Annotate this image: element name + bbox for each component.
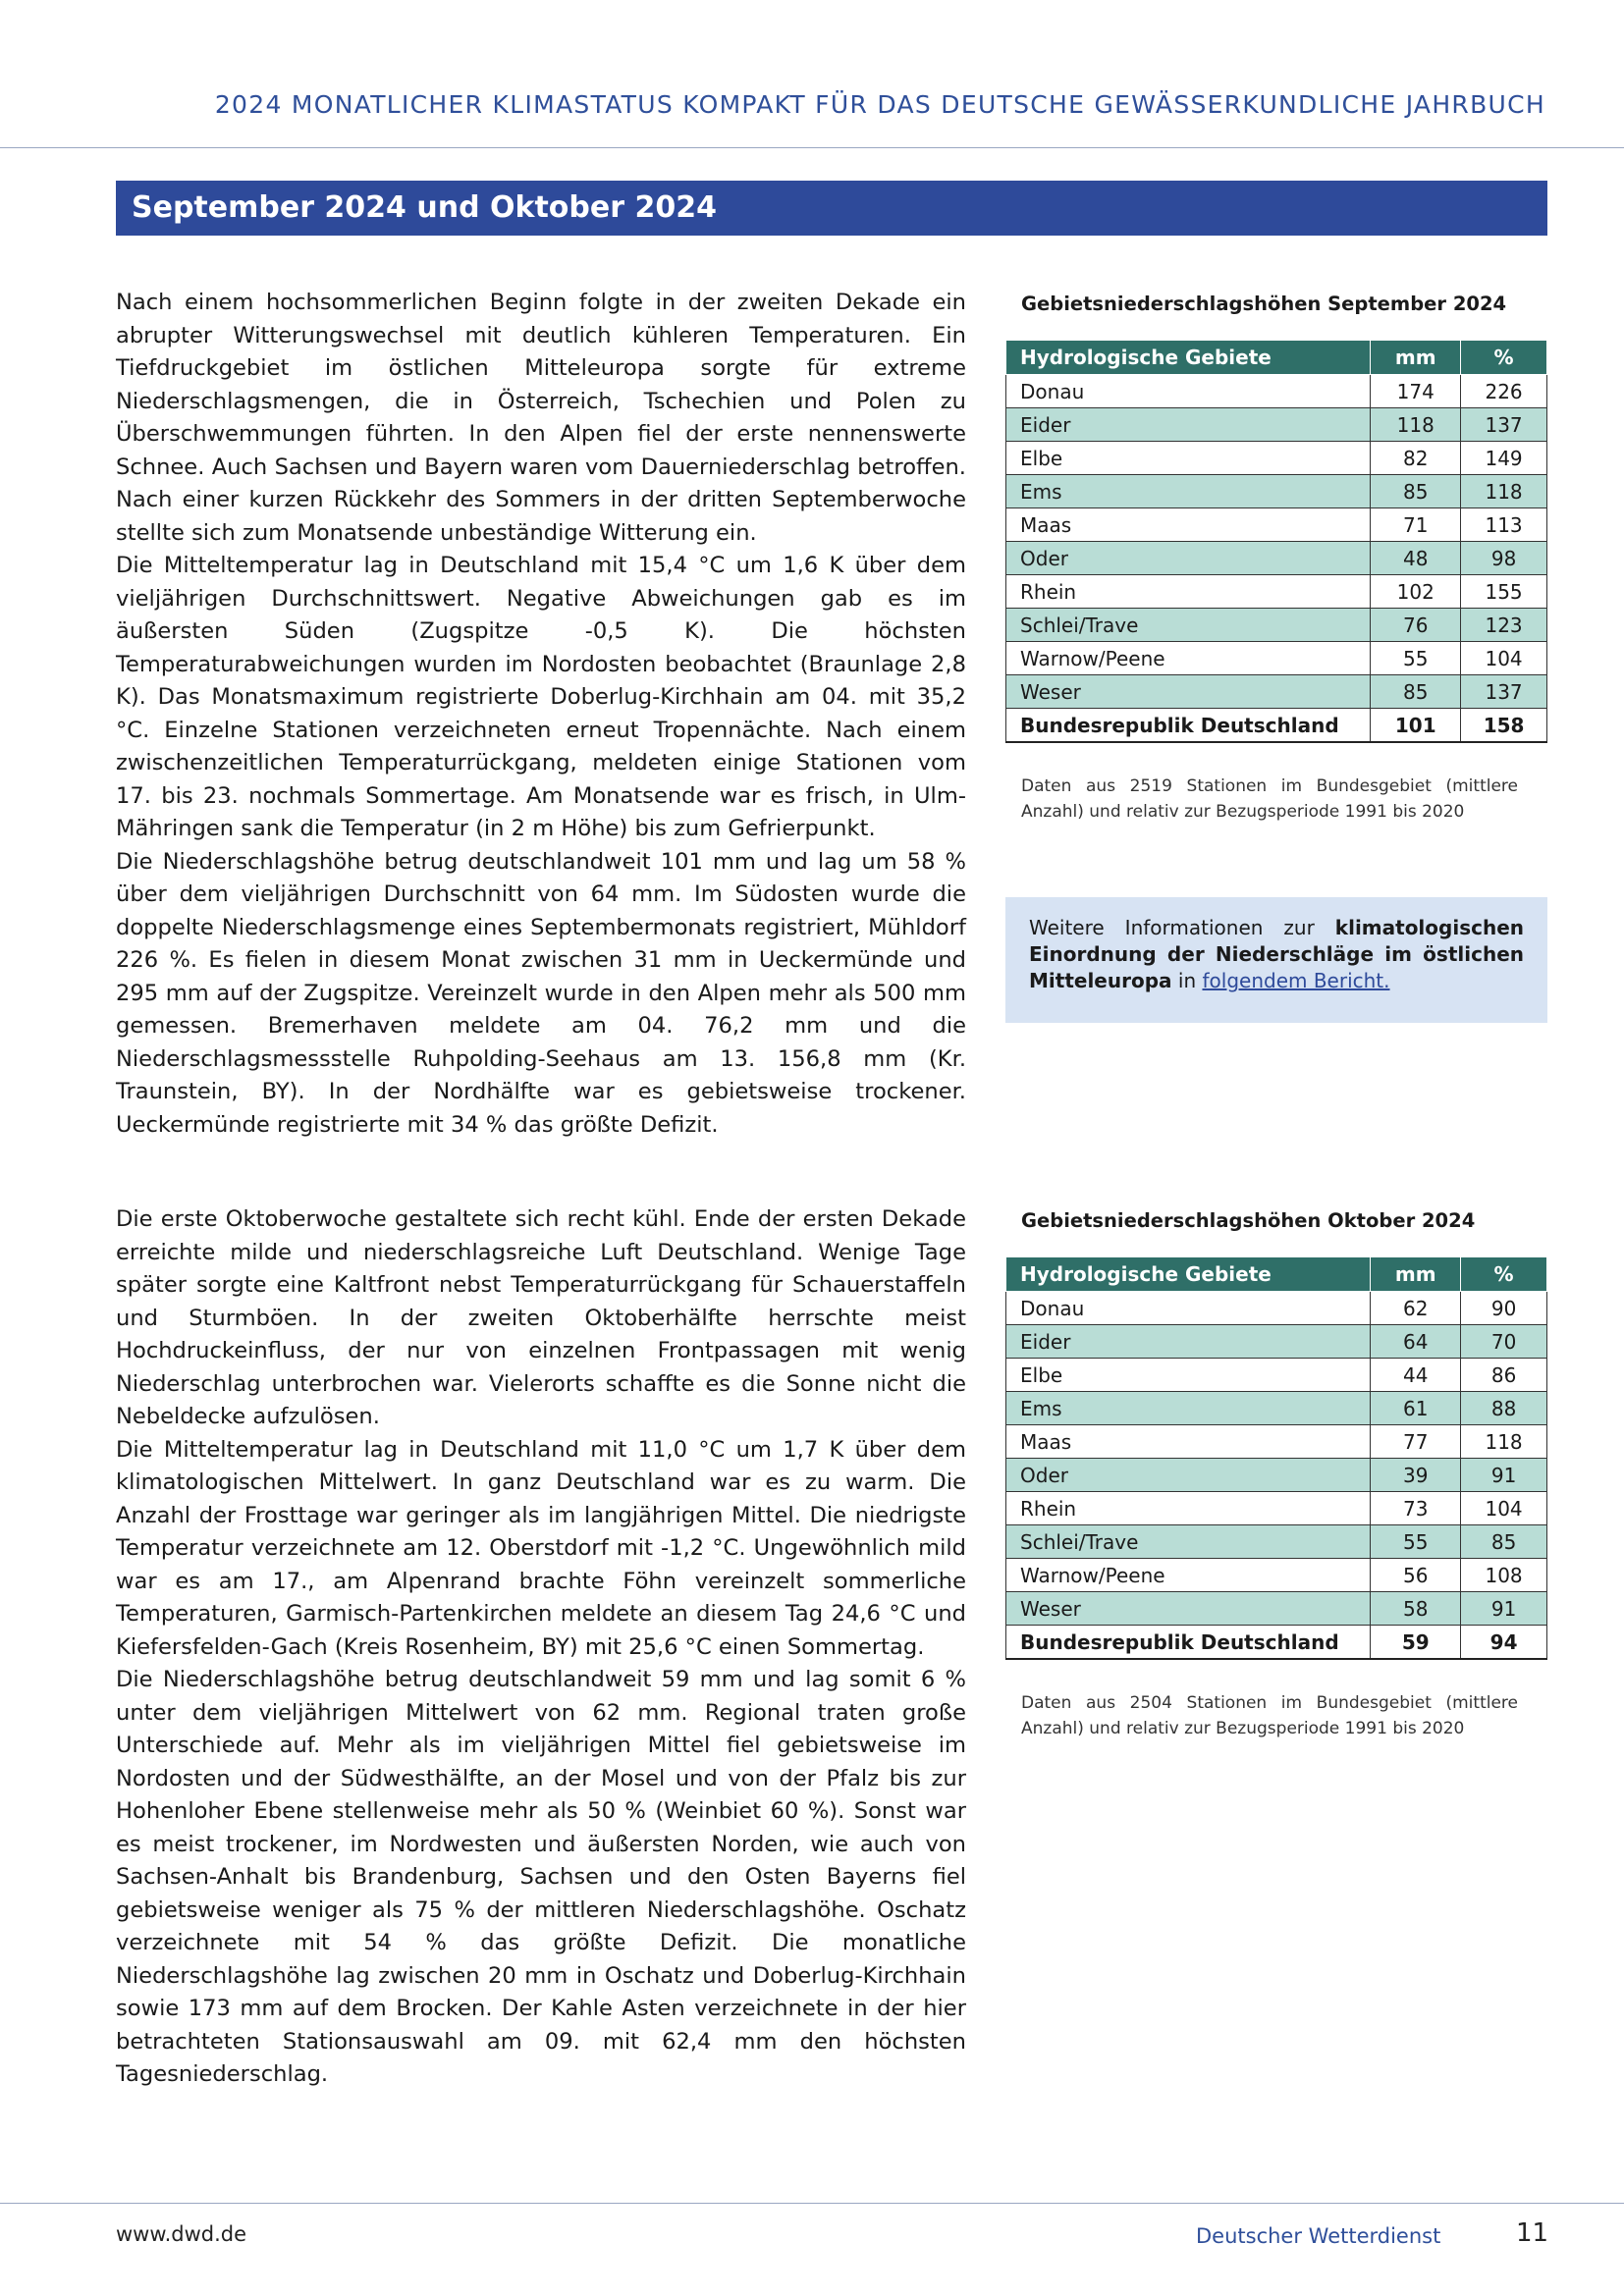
- mm-cell: 55: [1371, 642, 1461, 675]
- region-cell: Warnow/Peene: [1006, 642, 1371, 675]
- region-cell: Rhein: [1006, 1492, 1371, 1525]
- mm-cell: 73: [1371, 1492, 1461, 1525]
- mm-cell: 76: [1371, 609, 1461, 642]
- region-cell: Rhein: [1006, 575, 1371, 609]
- footer-url[interactable]: www.dwd.de: [116, 2222, 247, 2246]
- mm-cell: 85: [1371, 675, 1461, 709]
- mm-cell: 55: [1371, 1525, 1461, 1559]
- page-number: 11: [1516, 2218, 1549, 2248]
- table-row: [1006, 475, 1547, 508]
- table-row: [1006, 1325, 1547, 1359]
- header-region: Hydrologische Gebiete: [1006, 1257, 1371, 1292]
- header-divider: [0, 147, 1624, 148]
- table-row: [1006, 442, 1547, 475]
- percent-cell: 108: [1461, 1559, 1547, 1592]
- mm-cell: 56: [1371, 1559, 1461, 1592]
- mm-cell: 39: [1371, 1459, 1461, 1492]
- info-box-lead: Weitere Informationen zur: [1029, 916, 1335, 939]
- region-cell: Oder: [1006, 542, 1371, 575]
- september-precip-table: [1005, 340, 1547, 743]
- region-cell: Weser: [1006, 675, 1371, 709]
- footer-divider: [0, 2203, 1624, 2204]
- table-row: [1006, 375, 1547, 408]
- region-cell: Schlei/Trave: [1006, 609, 1371, 642]
- header-percent: %: [1461, 1257, 1547, 1292]
- mm-cell: 118: [1371, 408, 1461, 442]
- total-percent-cell: 158: [1461, 709, 1547, 743]
- october-table-title: Gebietsniederschlagshöhen Oktober 2024: [1021, 1209, 1476, 1232]
- october-paragraph-2: Die Mitteltemperatur lag in Deutschland mit 11,0 °C um 1,7 K über dem klimatologischen Mittelwert. In ganz Deutschland war es zu warm. Die Anzahl der Frosttage war geringer als im langjährigen Mittel. Die niedrigste Temperatur verzeichnete am 12. Oberstdorf mit -1,2 °C. Ungewöhnlich mild war es am 17., am Alpenrand brachte Föhn vereinzelt sommerliche Temperaturen, Garmisch-Partenkirchen meldete an diesem Tag 24,6 °C und Kiefersfelden-Gach (Kreis Rosenheim, BY) mit 25,6 °C einen Sommertag.: [116, 1436, 966, 1660]
- september-table-title: Gebietsniederschlagshöhen September 2024: [1021, 293, 1507, 315]
- table-header-row: [1006, 341, 1547, 375]
- table-total-row: [1006, 709, 1547, 743]
- percent-cell: 104: [1461, 642, 1547, 675]
- percent-cell: 137: [1461, 408, 1547, 442]
- percent-cell: 149: [1461, 442, 1547, 475]
- table-row: [1006, 1592, 1547, 1626]
- mm-cell: 71: [1371, 508, 1461, 542]
- table-row: [1006, 1459, 1547, 1492]
- mm-cell: 102: [1371, 575, 1461, 609]
- table-row: [1006, 1292, 1547, 1325]
- september-text: [116, 287, 966, 1142]
- percent-cell: 137: [1461, 675, 1547, 709]
- region-cell: Oder: [1006, 1459, 1371, 1492]
- region-cell: Eider: [1006, 1325, 1371, 1359]
- october-text: [116, 1203, 966, 2092]
- mm-cell: 85: [1371, 475, 1461, 508]
- percent-cell: 155: [1461, 575, 1547, 609]
- table-row: [1006, 575, 1547, 609]
- percent-cell: 70: [1461, 1325, 1547, 1359]
- mm-cell: 61: [1371, 1392, 1461, 1425]
- percent-cell: 98: [1461, 542, 1547, 575]
- mm-cell: 58: [1371, 1592, 1461, 1626]
- percent-cell: 88: [1461, 1392, 1547, 1425]
- total-percent-cell: 94: [1461, 1626, 1547, 1660]
- september-paragraph-1: Nach einem hochsommerlichen Beginn folgte in der zweiten Dekade ein abrupter Witterungswechsel mit deutlich kühleren Temperaturen. Ein Tiefdruckgebiet im östlichen Mitteleuropa sorgte für extreme Niederschlagsmengen, die in Österreich, Tschechien und Polen zu Überschwemmungen führten. In den Alpen fiel der erste nennenswerte Schnee. Auch Sachsen und Bayern waren vom Dauerniederschlag betroffen. Nach einer kurzen Rückkehr des Sommers in der dritten Septemberwoche stellte sich zum Monatsende unbeständige Witterung ein.: [116, 290, 966, 546]
- report-link[interactable]: folgendem Bericht.: [1202, 969, 1390, 992]
- region-cell: Maas: [1006, 1425, 1371, 1459]
- info-box-bold: klimatologischen Einordnung der Niederschläge im östlichen Mitteleuropa: [1029, 916, 1524, 992]
- mm-cell: 44: [1371, 1359, 1461, 1392]
- total-region-cell: Bundesrepublik Deutschland: [1006, 709, 1371, 743]
- info-box-mid: in: [1171, 969, 1203, 992]
- total-mm-cell: 101: [1371, 709, 1461, 743]
- september-paragraph-3: Die Niederschlagshöhe betrug deutschlandweit 101 mm und lag um 58 % über dem vieljährigen Durchschnitt von 64 mm. Im Südosten wurde die doppelte Niederschlagsmenge eines Septembermonats registriert, Mühldorf 226 %. Es fielen in diesem Monat zwischen 31 mm in Ueckermünde und 295 mm auf der Zugspitze. Vereinzelt wurde in den Alpen mehr als 500 mm gemessen. Bremerhaven meldete am 04. 76,2 mm und die Niederschlagsmessstelle Ruhpolding-Seehaus am 13. 156,8 mm (Kr. Traunstein, BY). In der Nordhälfte war es gebietsweise trockener. Ueckermünde registrierte mit 34 % das größte Defizit.: [116, 848, 966, 1138]
- mm-cell: 174: [1371, 375, 1461, 408]
- region-cell: Ems: [1006, 475, 1371, 508]
- october-precip-table: [1005, 1256, 1547, 1660]
- percent-cell: 104: [1461, 1492, 1547, 1525]
- table-row: [1006, 642, 1547, 675]
- october-paragraph-3: Die Niederschlagshöhe betrug deutschlandweit 59 mm und lag somit 6 % unter dem vieljährigen Mittelwert von 62 mm. Regional traten große Unterschiede auf. Mehr als im vieljährigen Mittel fiel gebietsweise im Nordosten und der Südwesthälfte, an der Mosel und von der Pfalz bis zur Hohenloher Ebene stellenweise mehr als 50 % (Weinbiet 60 %). Sonst war es meist trockener, im Nordwesten und äußersten Norden, wie auch von Sachsen-Anhalt bis Brandenburg, Sachsen und den Osten Bayerns fiel gebietsweise weniger als 75 % der mittleren Niederschlagshöhe. Oschatz verzeichnete mit 54 % das größte Defizit. Die monatliche Niederschlagshöhe lag zwischen 20 mm in Oschatz und Doberlug-Kirchhain sowie 173 mm auf dem Brocken. Der Kahle Asten verzeichnete in der hier betrachteten Stationsauswahl am 09. mit 62,4 mm den höchsten Tagesniederschlag.: [116, 1667, 966, 2087]
- table-total-row: [1006, 1626, 1547, 1660]
- percent-cell: 85: [1461, 1525, 1547, 1559]
- percent-cell: 226: [1461, 375, 1547, 408]
- region-cell: Eider: [1006, 408, 1371, 442]
- table-row: [1006, 508, 1547, 542]
- region-cell: Warnow/Peene: [1006, 1559, 1371, 1592]
- table-row: [1006, 609, 1547, 642]
- mm-cell: 62: [1371, 1292, 1461, 1325]
- region-cell: Elbe: [1006, 1359, 1371, 1392]
- percent-cell: 91: [1461, 1592, 1547, 1626]
- region-cell: Maas: [1006, 508, 1371, 542]
- table-row: [1006, 1425, 1547, 1459]
- header-mm: mm: [1371, 341, 1461, 375]
- footer-organization: Deutscher Wetterdienst: [1196, 2224, 1441, 2248]
- percent-cell: 86: [1461, 1359, 1547, 1392]
- october-paragraph-1: Die erste Oktoberwoche gestaltete sich recht kühl. Ende der ersten Dekade erreichte milde und niederschlagsreiche Luft Deutschland. Wenige Tage später sorgte eine Kaltfront nebst Temperaturrückgang für Schauerstaffeln und Sturmböen. In der zweiten Oktoberhälfte herrschte meist Hochdruckeinfluss, der nur von einzelnen Frontpassagen mit wenig Niederschlag unterbrochen war. Vielerorts schaffte es die Sonne nicht die Nebeldecke aufzulösen.: [116, 1206, 966, 1429]
- table-row: [1006, 1392, 1547, 1425]
- region-cell: Ems: [1006, 1392, 1371, 1425]
- region-cell: Elbe: [1006, 442, 1371, 475]
- region-cell: Weser: [1006, 1592, 1371, 1626]
- region-cell: Donau: [1006, 1292, 1371, 1325]
- percent-cell: 118: [1461, 475, 1547, 508]
- mm-cell: 77: [1371, 1425, 1461, 1459]
- mm-cell: 64: [1371, 1325, 1461, 1359]
- table-row: [1006, 408, 1547, 442]
- table-row: [1006, 675, 1547, 709]
- table-row: [1006, 1525, 1547, 1559]
- percent-cell: 113: [1461, 508, 1547, 542]
- document-header-title: 2024 MONATLICHER KLIMASTATUS KOMPAKT FÜR DAS DEUTSCHE GEWÄSSERKUNDLICHE JAHRBUCH: [214, 90, 1545, 119]
- table-row: [1006, 1559, 1547, 1592]
- percent-cell: 91: [1461, 1459, 1547, 1492]
- table-header-row: [1006, 1257, 1547, 1292]
- header-mm: mm: [1371, 1257, 1461, 1292]
- mm-cell: 82: [1371, 442, 1461, 475]
- percent-cell: 90: [1461, 1292, 1547, 1325]
- total-mm-cell: 59: [1371, 1626, 1461, 1660]
- september-table-note: Daten aus 2519 Stationen im Bundesgebiet (mittlere Anzahl) und relativ zur Bezugsperiode 1991 bis 2020: [1021, 776, 1518, 822]
- mm-cell: 48: [1371, 542, 1461, 575]
- table-row: [1006, 1492, 1547, 1525]
- percent-cell: 123: [1461, 609, 1547, 642]
- table-row: [1006, 542, 1547, 575]
- info-box: [1005, 897, 1547, 1023]
- october-table-note: Daten aus 2504 Stationen im Bundesgebiet (mittlere Anzahl) und relativ zur Bezugsperiode 1991 bis 2020: [1021, 1693, 1518, 1738]
- section-title-bar: September 2024 und Oktober 2024: [116, 181, 1547, 236]
- table-row: [1006, 1359, 1547, 1392]
- percent-cell: 118: [1461, 1425, 1547, 1459]
- header-percent: %: [1461, 341, 1547, 375]
- region-cell: Schlei/Trave: [1006, 1525, 1371, 1559]
- september-paragraph-2: Die Mitteltemperatur lag in Deutschland mit 15,4 °C um 1,6 K über dem vieljährigen Durchschnittswert. Negative Abweichungen gab es im äußersten Süden (Zugspitze -0,5 K). Die höchsten Temperaturabweichungen wurden im Nordosten beobachtet (Braunlage 2,8 K). Das Monatsmaximum registrierte Doberlug-Kirchhain am 04. mit 35,2 °C. Einzelne Stationen verzeichneten erneut Tropennächte. Nach einem zwischenzeitlichen Temperaturrückgang, meldeten einige Stationen vom 17. bis 23. nochmals Sommertage. Am Monatsende war es frisch, in Ulm-Mähringen sank die Temperatur (in 2 m Höhe) bis zum Gefrierpunkt.: [116, 553, 966, 841]
- region-cell: Donau: [1006, 375, 1371, 408]
- header-region: Hydrologische Gebiete: [1006, 341, 1371, 375]
- total-region-cell: Bundesrepublik Deutschland: [1006, 1626, 1371, 1660]
